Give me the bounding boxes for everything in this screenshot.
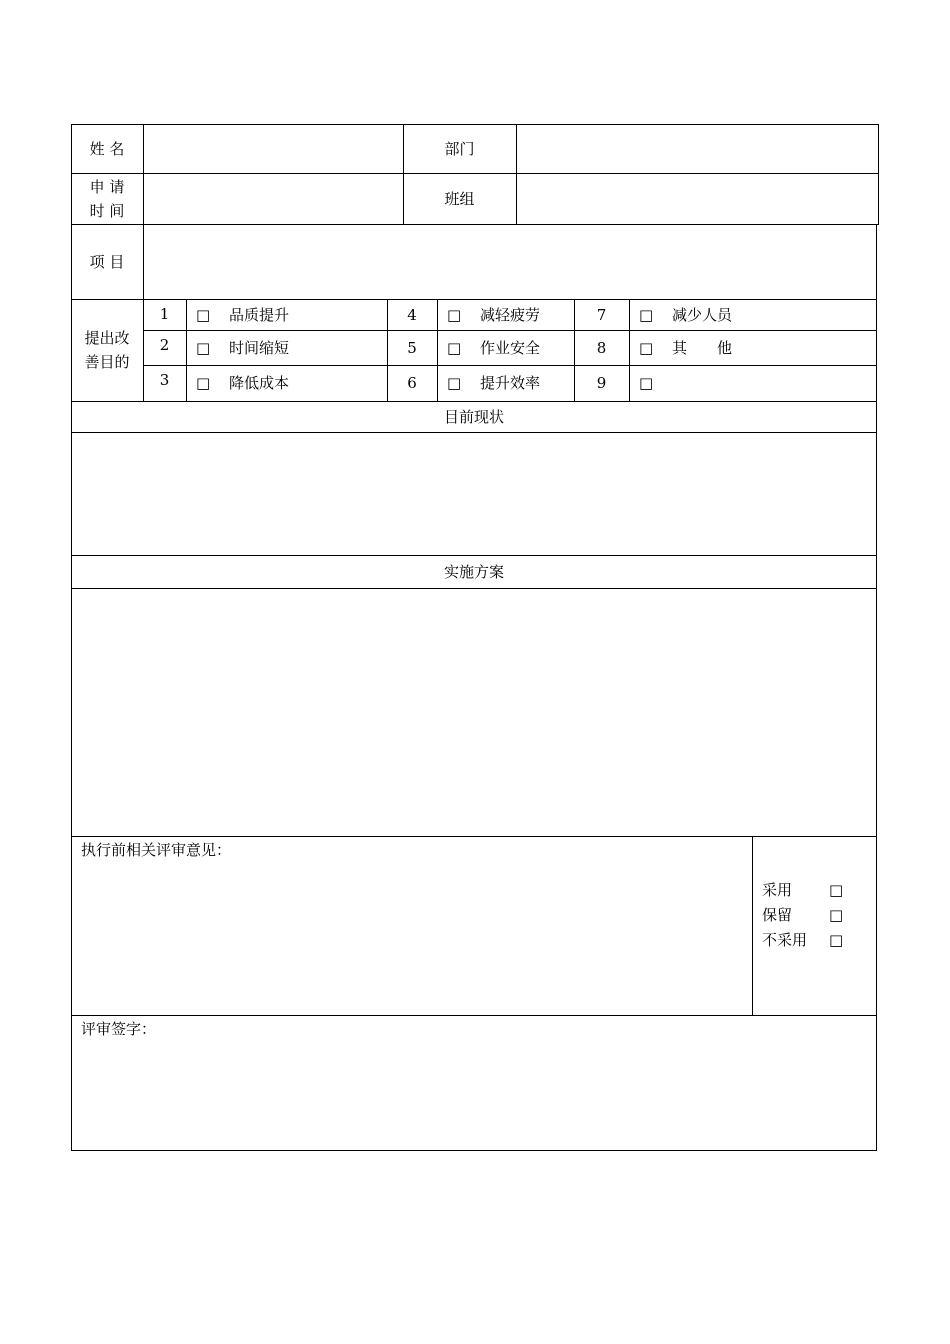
- row-divider: [71, 555, 877, 556]
- row-divider: [143, 330, 877, 331]
- col-divider: [752, 836, 753, 1015]
- col-divider: [629, 299, 630, 401]
- purpose-option-label: 其 他: [672, 339, 733, 357]
- team-field[interactable]: [517, 174, 878, 224]
- purpose-number: 6: [407, 374, 417, 392]
- purpose-label-line2: 善目的: [84, 353, 130, 371]
- checkbox-icon[interactable]: □: [196, 374, 211, 392]
- purpose-option-label: 减轻疲劳: [480, 306, 541, 324]
- purpose-option-label: 品质提升: [229, 306, 290, 324]
- checkbox-icon[interactable]: □: [829, 906, 844, 924]
- purpose-option-label: 时间缩短: [229, 339, 290, 357]
- row-divider: [71, 299, 877, 300]
- row-divider: [143, 365, 877, 366]
- purpose-number: 8: [596, 339, 607, 357]
- col-divider: [403, 124, 404, 224]
- checkbox-icon[interactable]: □: [829, 881, 844, 899]
- project-field[interactable]: [144, 225, 876, 299]
- checkbox-icon[interactable]: □: [639, 306, 654, 324]
- apply-time-label-line1: 申 请: [89, 178, 125, 196]
- checkbox-icon[interactable]: □: [829, 931, 844, 949]
- col-divider: [186, 299, 187, 401]
- row-divider: [71, 836, 877, 837]
- row-divider: [71, 1015, 877, 1016]
- row-divider: [71, 401, 877, 402]
- name-field[interactable]: [144, 125, 403, 173]
- purpose-number: 5: [407, 339, 417, 357]
- checkbox-icon[interactable]: □: [447, 339, 462, 357]
- purpose-number: 3: [159, 371, 170, 389]
- purpose-label-line1: 提出改: [84, 329, 130, 347]
- dept-field[interactable]: [517, 125, 878, 173]
- checkbox-icon[interactable]: □: [196, 306, 211, 324]
- apply-time-field[interactable]: [144, 174, 403, 224]
- checkbox-icon[interactable]: □: [447, 306, 462, 324]
- decision-label: 采用: [762, 881, 793, 899]
- project-label: 项 目: [89, 253, 125, 271]
- purpose-number: 1: [159, 305, 170, 323]
- review-opinion-label: 执行前相关评审意见：: [81, 841, 232, 859]
- border-right: [876, 224, 877, 1151]
- plan-textarea[interactable]: [72, 589, 876, 836]
- purpose-number: 4: [407, 306, 417, 324]
- review-signature-field[interactable]: [72, 1042, 876, 1150]
- plan-heading: 实施方案: [443, 563, 504, 581]
- border-right-top: [878, 124, 879, 224]
- purpose-option-label: 减少人员: [672, 306, 733, 324]
- purpose-option-label: 作业安全: [480, 339, 541, 357]
- decision-label: 不采用: [762, 931, 808, 949]
- team-label: 班组: [444, 190, 475, 208]
- purpose-number: 7: [596, 306, 607, 324]
- apply-time-label-line2: 时 间: [89, 202, 125, 220]
- border-bottom: [71, 1150, 877, 1151]
- checkbox-icon[interactable]: □: [639, 374, 654, 392]
- purpose-number: 9: [596, 374, 607, 392]
- name-label: 姓 名: [89, 140, 125, 158]
- purpose-number: 2: [159, 336, 170, 354]
- review-signature-label: 评审签字：: [81, 1020, 157, 1038]
- checkbox-icon[interactable]: □: [196, 339, 211, 357]
- current-status-textarea[interactable]: [72, 433, 876, 555]
- checkbox-icon[interactable]: □: [447, 374, 462, 392]
- checkbox-icon[interactable]: □: [639, 339, 654, 357]
- review-opinion-textarea[interactable]: [72, 862, 752, 1015]
- purpose-option-label: 降低成本: [229, 374, 290, 392]
- decision-label: 保留: [762, 906, 793, 924]
- purpose-option-label: 提升效率: [480, 374, 541, 392]
- col-divider: [437, 299, 438, 401]
- dept-label: 部门: [444, 140, 475, 158]
- current-status-heading: 目前现状: [443, 408, 504, 426]
